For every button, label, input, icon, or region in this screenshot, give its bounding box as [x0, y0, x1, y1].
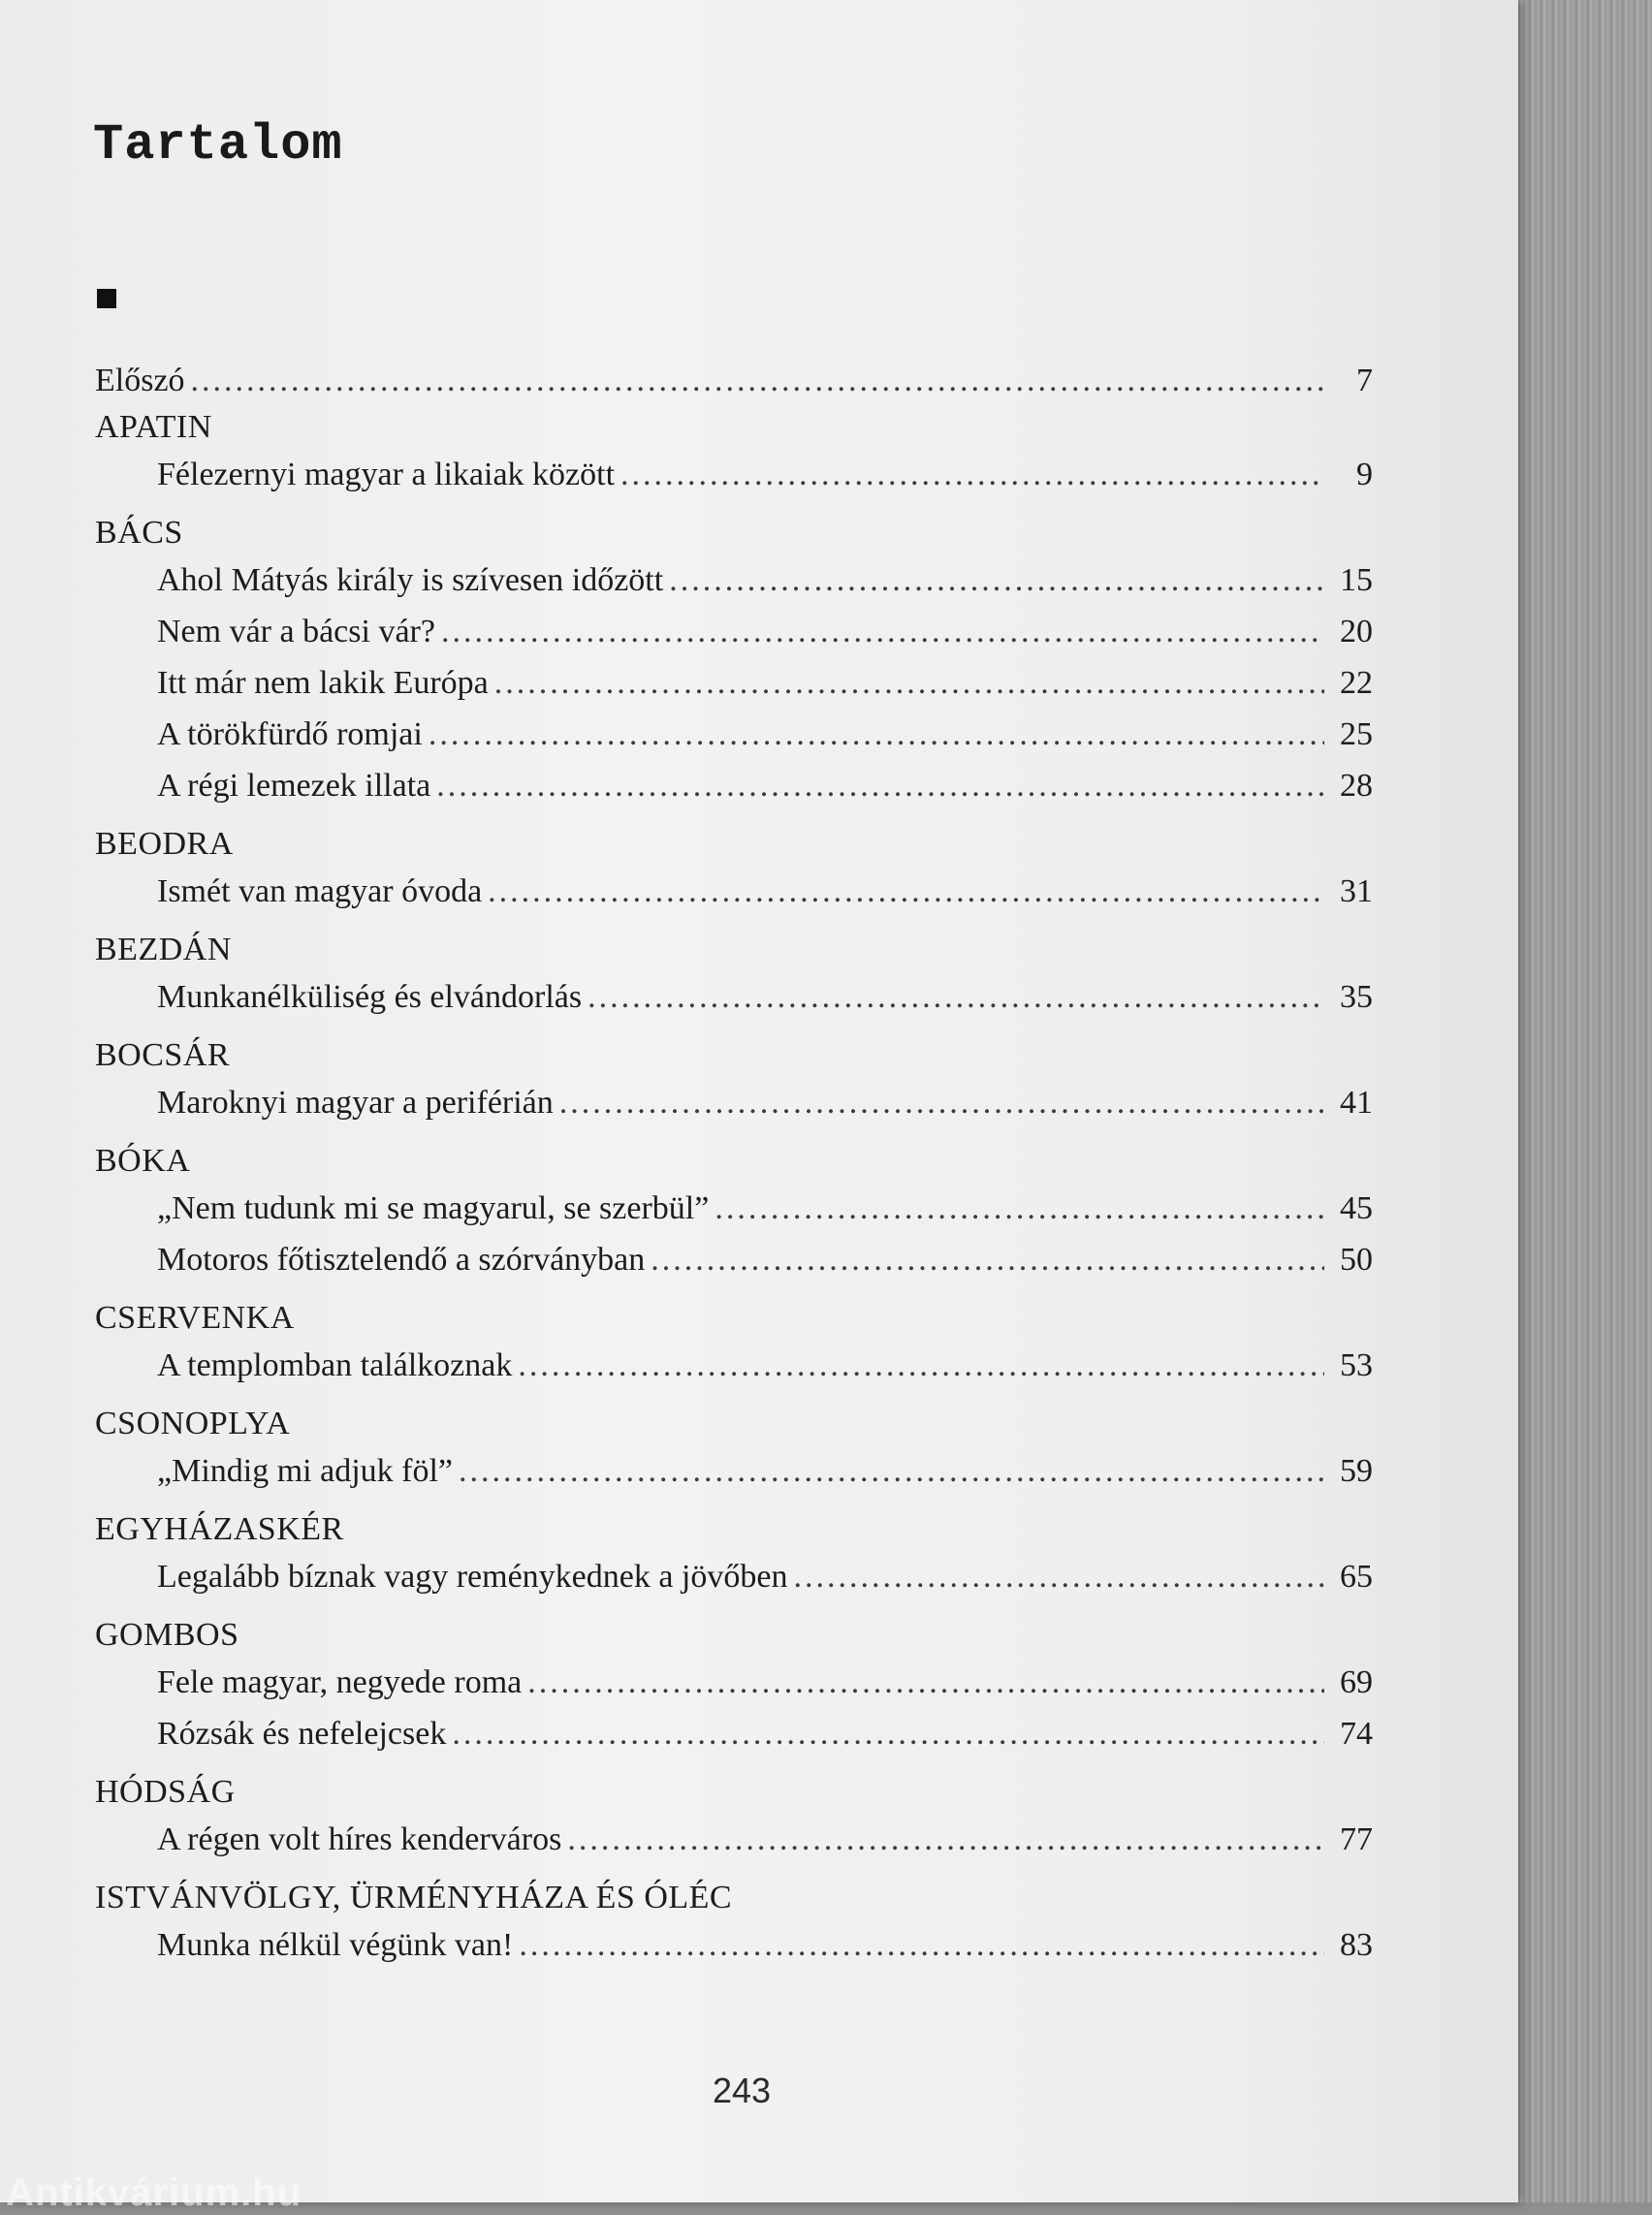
- toc-entry-title: A régi lemezek illata: [157, 768, 431, 804]
- toc-entry-page: 20: [1340, 614, 1373, 649]
- toc-section: [95, 1403, 1373, 1497]
- toc-entry-page: 15: [1340, 562, 1373, 598]
- toc-entry: [95, 971, 1373, 1023]
- toc-entry-title: Nem vár a bácsi vár?: [157, 614, 435, 649]
- toc-entry: [95, 709, 1373, 760]
- toc-entry: [95, 1183, 1373, 1234]
- toc-entry-page: 53: [1340, 1347, 1373, 1383]
- toc-entry: [95, 866, 1373, 917]
- toc-section: [95, 823, 1373, 917]
- toc-entry: [95, 1551, 1373, 1602]
- dot-leader: [429, 709, 1324, 760]
- watermark: Antikvárium.hu: [6, 2171, 302, 2214]
- dot-leader: [519, 1919, 1324, 1971]
- toc-entry-title: Maroknyi magyar a periférián: [157, 1085, 554, 1121]
- toc-entry: [95, 449, 1373, 500]
- toc-section-place: BÁCS: [95, 515, 183, 551]
- toc-entry-page: 22: [1340, 665, 1373, 701]
- toc-entry-title: Itt már nem lakik Európa: [157, 665, 489, 701]
- toc-section-place: GOMBOS: [95, 1617, 239, 1653]
- dot-leader: [518, 1340, 1324, 1391]
- dot-leader: [715, 1183, 1324, 1234]
- toc-entry-title: Munkanélküliség és elvándorlás: [157, 979, 583, 1015]
- toc-section-place: BEODRA: [95, 826, 234, 862]
- toc-entry-foreword: [95, 355, 1373, 406]
- toc-sections: [95, 406, 1373, 1971]
- toc-entry-title: Legalább bíznak vagy reménykednek a jövőben: [157, 1559, 788, 1595]
- toc-entry-page: 9: [1356, 457, 1373, 492]
- dot-leader: [651, 1234, 1324, 1285]
- toc-section: [95, 929, 1373, 1023]
- toc-entry: [95, 1708, 1373, 1759]
- toc-entry: [95, 1077, 1373, 1128]
- toc-entry: [95, 1919, 1373, 1971]
- toc-entry-page: 25: [1340, 716, 1373, 752]
- dot-leader: [452, 1708, 1324, 1759]
- toc-entry-page: 45: [1340, 1190, 1373, 1226]
- toc-section: [95, 406, 1373, 500]
- toc-section-place: ISTVÁNVÖLGY, ÜRMÉNYHÁZA ÉS ÓLÉC: [95, 1880, 733, 1915]
- toc-entry-title: A törökfürdő romjai: [157, 716, 423, 752]
- page-number: 243: [712, 2071, 772, 2110]
- toc-section-place: EGYHÁZASKÉR: [95, 1511, 344, 1547]
- toc-entry: [95, 1657, 1373, 1708]
- dot-leader: [527, 1657, 1324, 1708]
- toc-entry-title: Rózsák és nefelejcsek: [157, 1716, 447, 1752]
- dot-leader: [459, 1445, 1324, 1497]
- toc-entry-page: 41: [1340, 1085, 1373, 1121]
- dot-leader: [793, 1551, 1324, 1602]
- toc-entry-title: „Mindig mi adjuk föl”: [157, 1453, 454, 1489]
- toc-entry-page: 35: [1340, 979, 1373, 1015]
- toc-entry-page: 65: [1340, 1559, 1373, 1595]
- toc-entry-page: 31: [1340, 873, 1373, 909]
- toc-section-place: BEZDÁN: [95, 932, 232, 967]
- toc-section: [95, 512, 1373, 811]
- table-of-contents: [95, 355, 1373, 1982]
- toc-entry-title: Ismét van magyar óvoda: [157, 873, 483, 909]
- toc-entry: [95, 1814, 1373, 1865]
- toc-entry-page: 74: [1340, 1716, 1373, 1752]
- dot-leader: [191, 355, 1324, 406]
- toc-section: [95, 1877, 1373, 1971]
- toc-entry-title: Félezernyi magyar a likaiak között: [157, 457, 616, 492]
- toc-entry: [95, 1234, 1373, 1285]
- toc-section-place: HÓDSÁG: [95, 1774, 236, 1810]
- toc-entry-title: Ahol Mátyás király is szívesen időzött: [157, 562, 664, 598]
- dot-leader: [488, 866, 1324, 917]
- toc-entry-page: 83: [1340, 1927, 1373, 1963]
- toc-section-place: CSONOPLYA: [95, 1406, 291, 1441]
- toc-section: [95, 1614, 1373, 1759]
- dot-leader: [669, 554, 1324, 606]
- toc-entry-page: 77: [1340, 1821, 1373, 1857]
- toc-entry-page: 59: [1340, 1453, 1373, 1489]
- toc-entry-title: Motoros főtisztelendő a szórványban: [157, 1242, 646, 1278]
- toc-section: [95, 1140, 1373, 1285]
- toc-section: [95, 1034, 1373, 1128]
- toc-section-place: BOCSÁR: [95, 1037, 231, 1073]
- toc-entry: [95, 606, 1373, 657]
- toc-entry: [95, 760, 1373, 811]
- dot-leader: [620, 449, 1324, 500]
- toc-entry-title: Előszó: [95, 363, 185, 398]
- toc-entry-page: 7: [1356, 363, 1373, 398]
- page-title: Tartalom: [93, 116, 343, 174]
- toc-entry-title: „Nem tudunk mi se magyarul, se szerbül”: [157, 1190, 710, 1226]
- toc-entry-page: 50: [1340, 1242, 1373, 1278]
- toc-section: [95, 1771, 1373, 1865]
- dot-leader: [441, 606, 1324, 657]
- toc-section: [95, 1508, 1373, 1602]
- toc-section-place: BÓKA: [95, 1143, 191, 1179]
- dot-leader: [436, 760, 1324, 811]
- book-page-edges: [1512, 0, 1652, 2202]
- toc-entry-title: A templomban találkoznak: [157, 1347, 513, 1383]
- toc-entry-page: 69: [1340, 1664, 1373, 1700]
- toc-entry: [95, 1340, 1373, 1391]
- dot-leader: [494, 657, 1324, 709]
- toc-entry: [95, 1445, 1373, 1497]
- square-bullet-icon: [97, 289, 116, 308]
- toc-entry-title: A régen volt híres kenderváros: [157, 1821, 562, 1857]
- toc-entry-title: Munka nélkül végünk van!: [157, 1927, 514, 1963]
- dot-leader: [588, 971, 1324, 1023]
- toc-entry-page: 28: [1340, 768, 1373, 804]
- toc-section-place: CSERVENKA: [95, 1300, 295, 1336]
- dot-leader: [559, 1077, 1324, 1128]
- toc-entry: [95, 657, 1373, 709]
- toc-section: [95, 1297, 1373, 1391]
- dot-leader: [567, 1814, 1324, 1865]
- toc-entry-title: Fele magyar, negyede roma: [157, 1664, 523, 1700]
- toc-entry: [95, 554, 1373, 606]
- toc-section-place: APATIN: [95, 409, 212, 445]
